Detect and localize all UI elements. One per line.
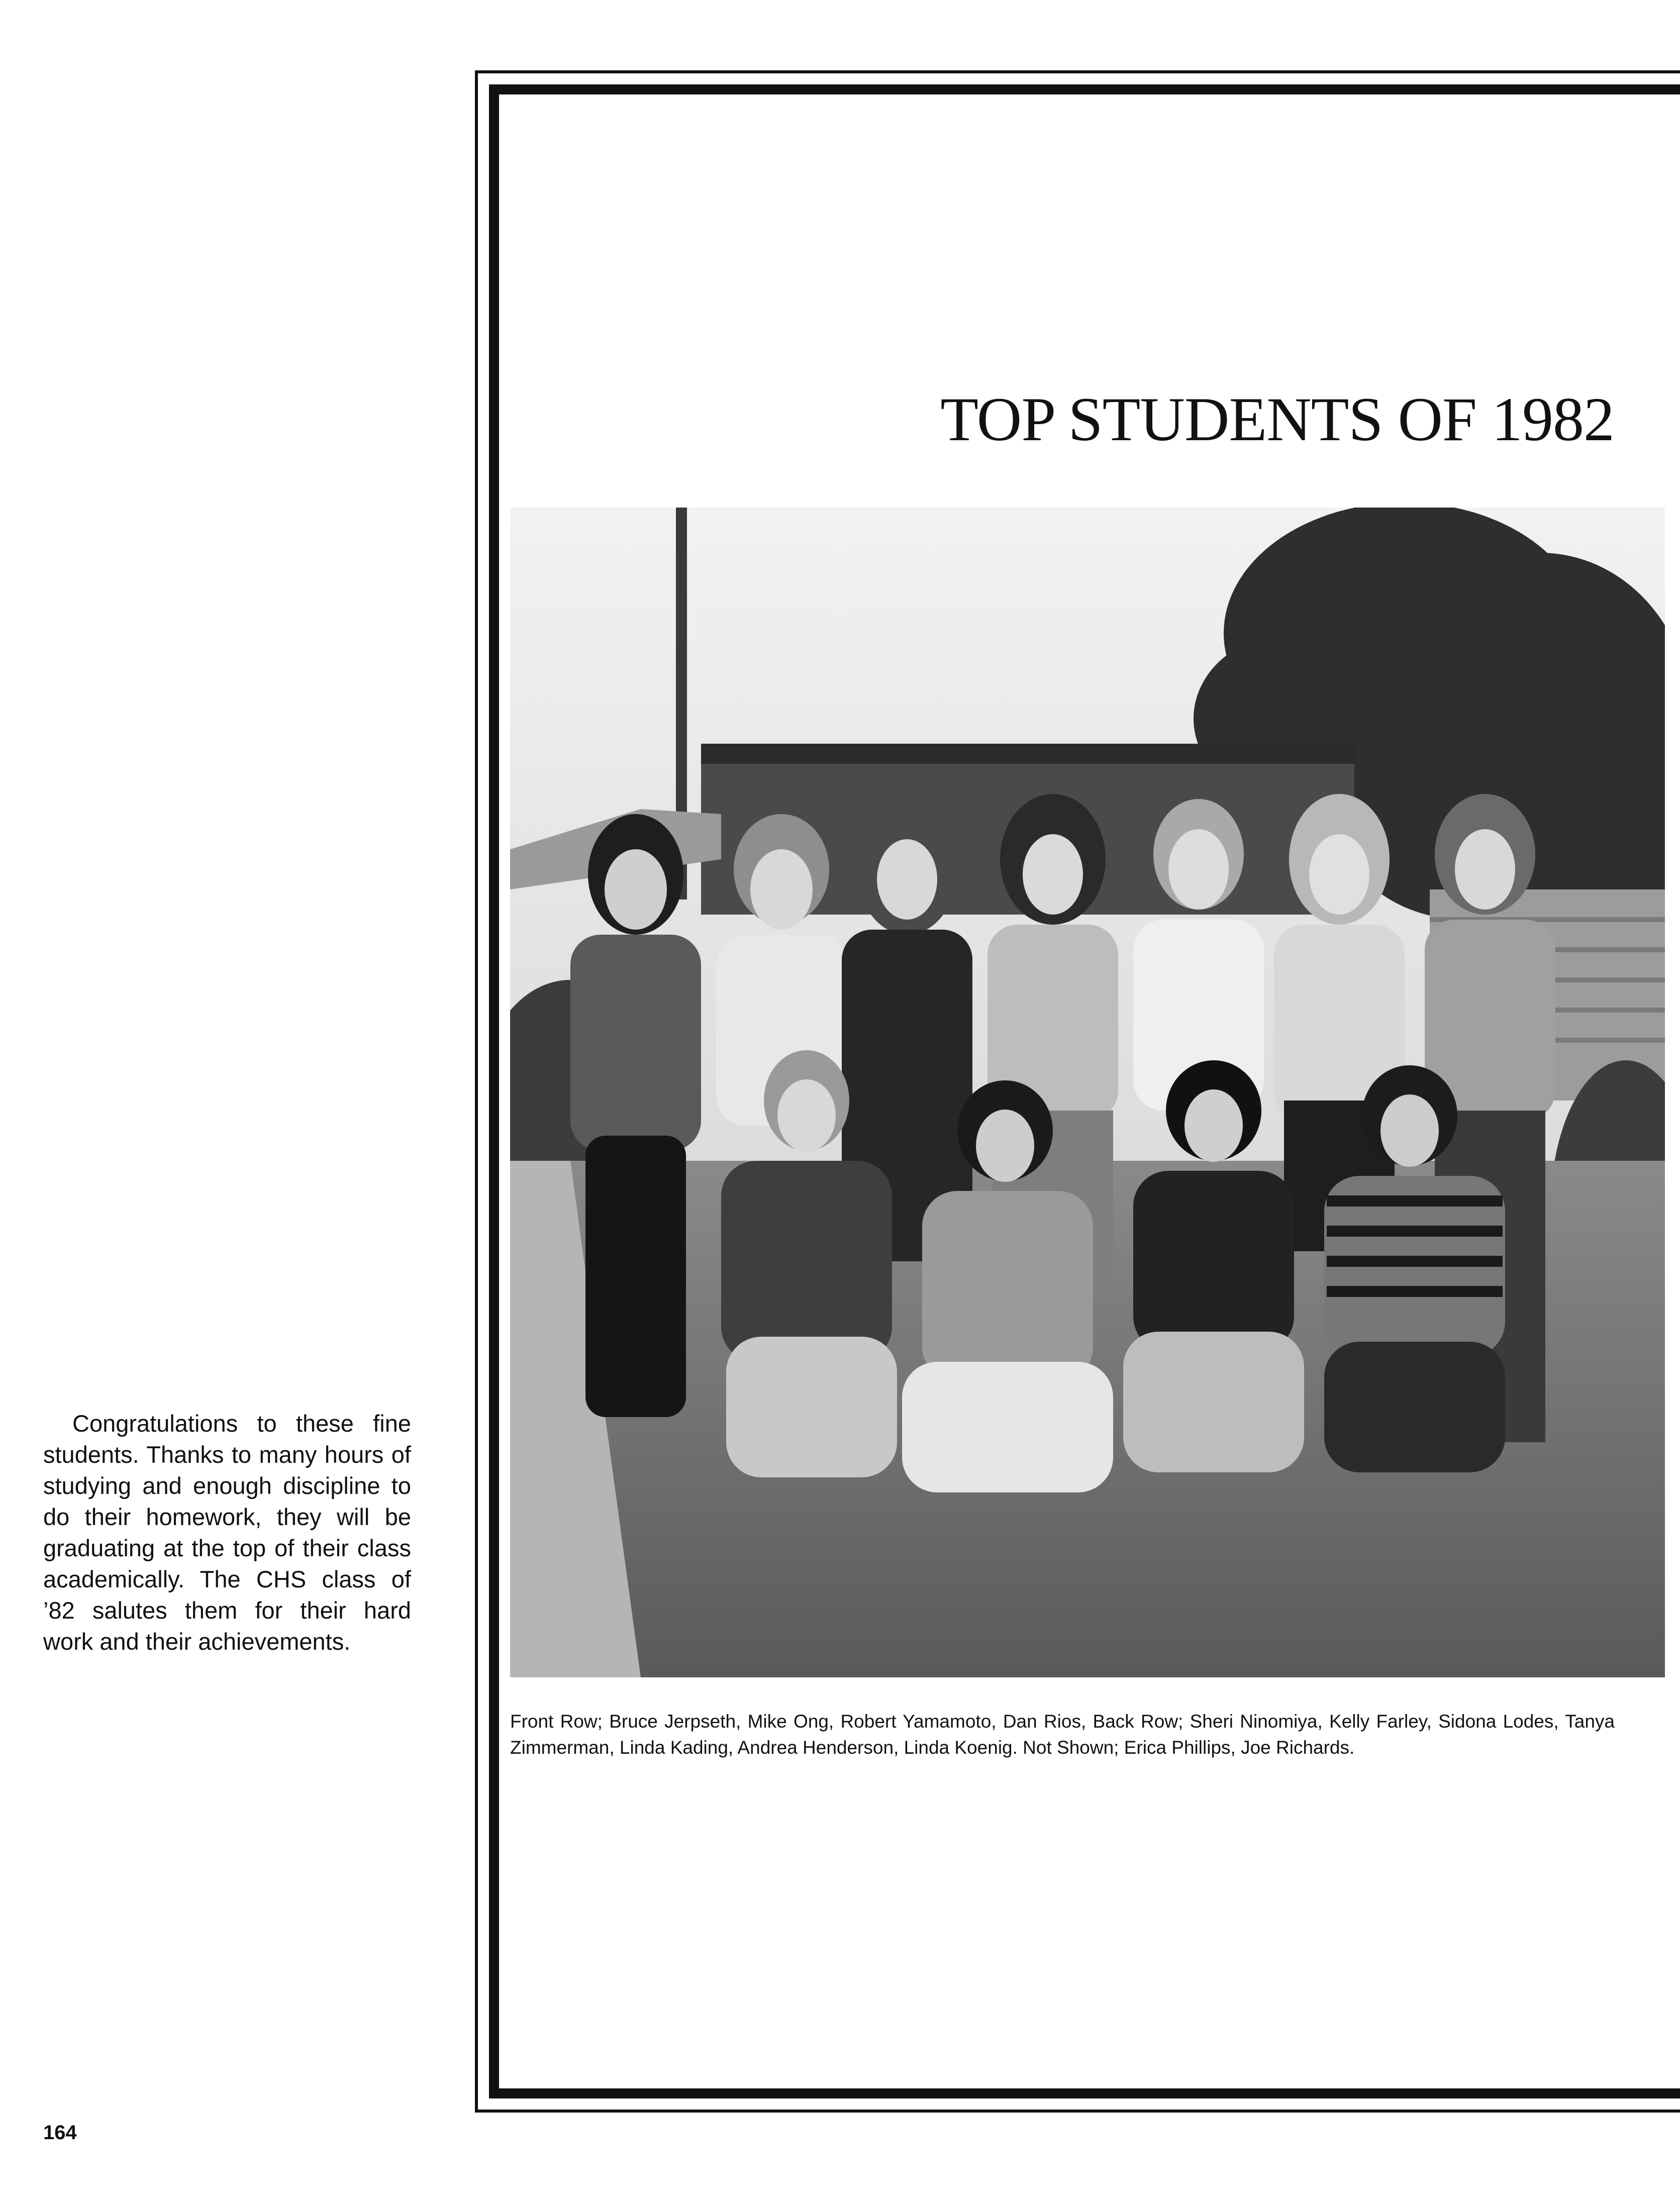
photo-caption: Front Row; Bruce Jerpseth, Mike Ong, Robert Yamamoto, Dan Rios, Back Row; Sheri Ninomiya, Kelly Farley, Sidona Lodes, Tanya Zimmerman, Linda Kading, Andrea Henderson, Linda Koenig. Not Shown; Erica Phillips, Joe Richards. (510, 1711, 1615, 1758)
page-number: 164 (43, 2122, 77, 2144)
page-title: TOP STUDENTS OF 1982 (940, 385, 1614, 454)
group-photo-illustration (510, 508, 1665, 1677)
group-photo (510, 508, 1665, 1677)
intro-paragraph: Congratulations to these fine students. Thanks to many hours of studying and enough discipline to do their homework, they will be graduating at the top of their class academically. The CHS class of ’82 salutes them for their hard work and their achievements. (43, 1410, 411, 1655)
